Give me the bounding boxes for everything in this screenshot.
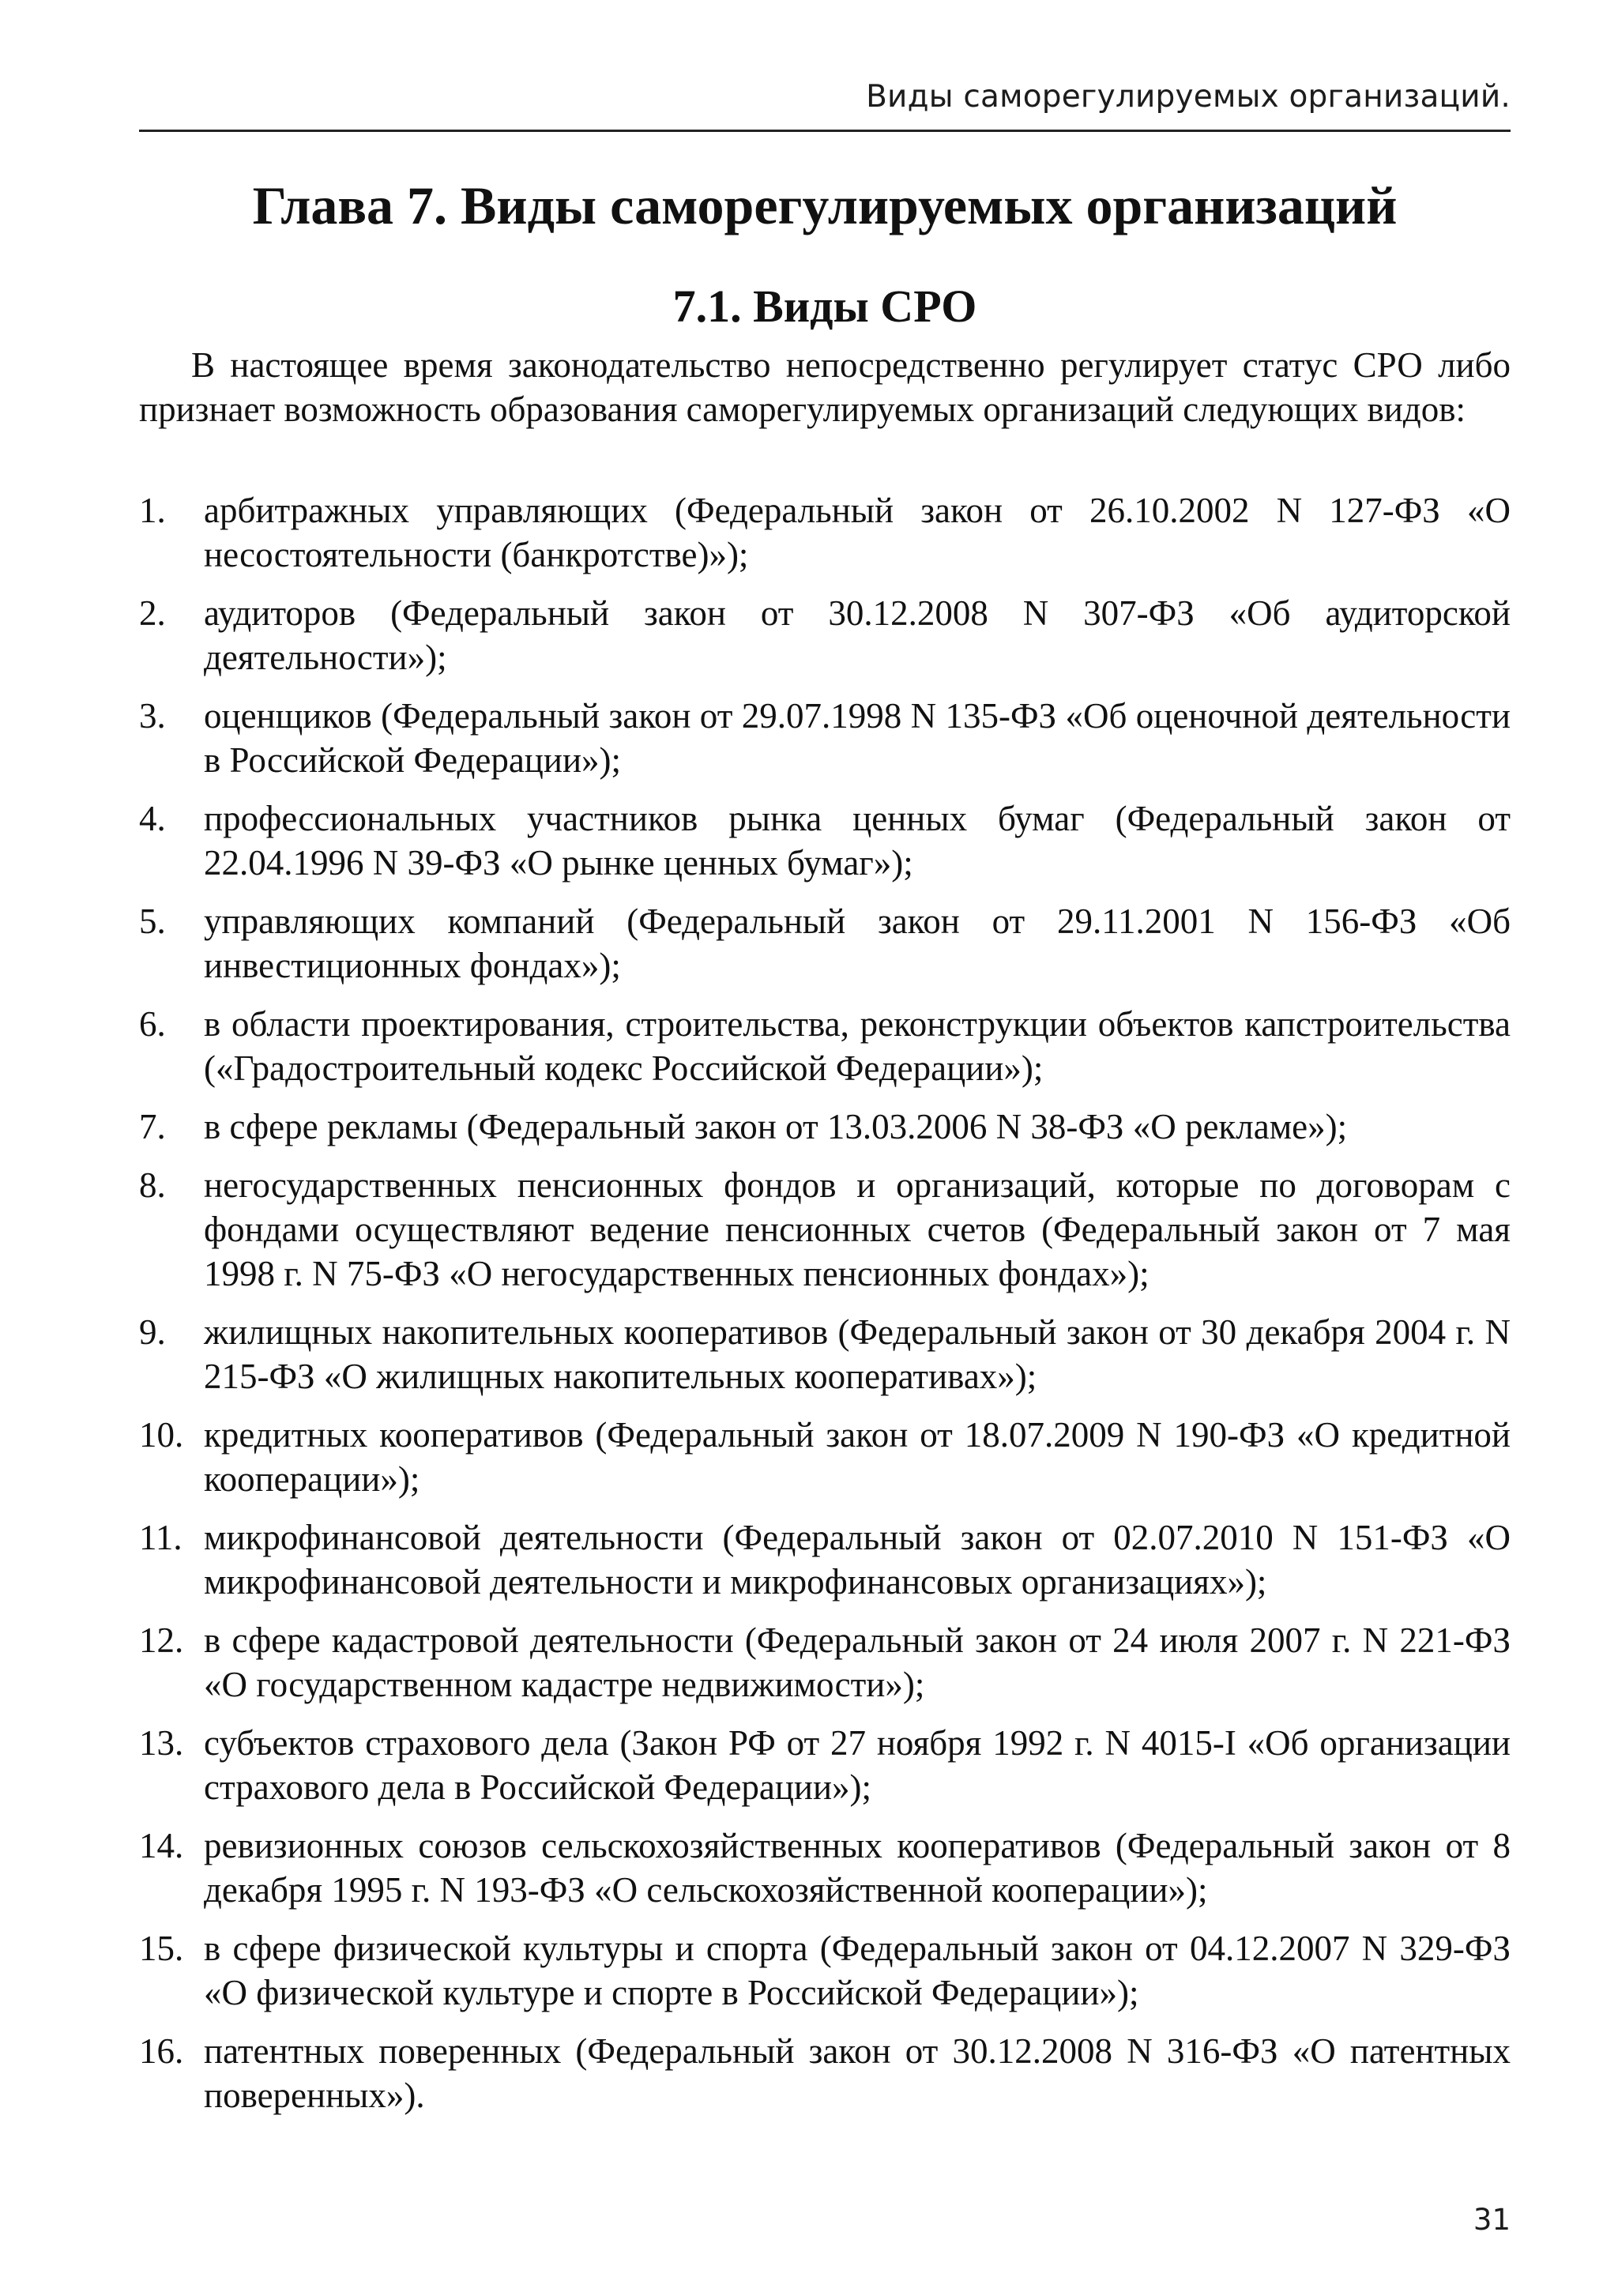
list-item	[139, 1413, 1511, 1501]
item-text: в сфере рекламы (Федеральный закон от 13.03.2006 N 38-ФЗ «О рекламе»);	[204, 1107, 1348, 1146]
sro-types-list	[139, 488, 1511, 2132]
item-text: в области проектирования, строительства, реконструкции объектов капстроительства («Градостроительный кодекс Российской Федерации»);	[204, 1004, 1511, 1088]
running-header	[139, 73, 1511, 132]
item-number: 16.	[139, 2031, 184, 2071]
item-number: 6.	[139, 1004, 166, 1044]
item-number: 8.	[139, 1165, 166, 1205]
section-title: 7.1. Виды СРО	[672, 280, 977, 332]
item-text: микрофинансовой деятельности (Федеральный закон от 02.07.2010 N 151-ФЗ «О микрофинансовой деятельности и микрофинансовых организациях»);	[204, 1518, 1511, 1602]
list-item	[139, 1618, 1511, 1707]
item-number: 9.	[139, 1312, 166, 1352]
page-number: 31	[1473, 2203, 1511, 2237]
item-text: управляющих компаний (Федеральный закон от 29.11.2001 N 156-ФЗ «Об инвестиционных фондах»);	[204, 901, 1511, 985]
item-number: 15.	[139, 1929, 184, 1968]
item-number: 7.	[139, 1107, 166, 1146]
intro-paragraph: В настоящее время законодательство непосредственно регулирует статус СРО либо признает возможность образования саморегулируемых организаций следующих видов:	[139, 345, 1511, 429]
item-text: негосударственных пенсионных фондов и организаций, которые по договорам с фондами осуществляют ведение пенсионных счетов (Федеральный закон от 7 мая 1998 г. N 75-ФЗ «О негосударственных пенсионных фондах»);	[204, 1165, 1511, 1293]
list-item	[139, 1515, 1511, 1604]
list-item	[139, 694, 1511, 782]
item-text: патентных поверенных (Федеральный закон от 30.12.2008 N 316-ФЗ «О патентных поверенных»).	[204, 2031, 1511, 2115]
item-number: 5.	[139, 901, 166, 941]
list-item	[139, 488, 1511, 577]
item-number: 3.	[139, 696, 166, 736]
item-number: 12.	[139, 1620, 184, 1660]
list-item	[139, 1310, 1511, 1398]
item-text: оценщиков (Федеральный закон от 29.07.1998 N 135-ФЗ «Об оценочной деятельности в Российской Федерации»);	[204, 696, 1511, 780]
list-item	[139, 591, 1511, 679]
item-text: в сфере физической культуры и спорта (Федеральный закон от 04.12.2007 N 329-ФЗ «О физической культуре и спорте в Российской Федерации»);	[204, 1929, 1511, 2012]
item-text: профессиональных участников рынка ценных бумаг (Федеральный закон от 22.04.1996 N 39-ФЗ «О рынке ценных бумаг»);	[204, 799, 1511, 883]
list-item	[139, 899, 1511, 988]
item-number: 1.	[139, 491, 166, 530]
item-number: 10.	[139, 1415, 184, 1455]
item-text: жилищных накопительных кооперативов (Федеральный закон от 30 декабря 2004 г. N 215-ФЗ «О жилищных накопительных кооперативах»);	[204, 1312, 1511, 1396]
list-item	[139, 1002, 1511, 1090]
item-text: арбитражных управляющих (Федеральный закон от 26.10.2002 N 127-ФЗ «О несостоятельности (банкротстве)»);	[204, 491, 1511, 574]
list-item	[139, 2029, 1511, 2117]
running-header-text: Виды саморегулируемых организаций.	[866, 79, 1511, 115]
item-number: 13.	[139, 1723, 184, 1763]
item-number: 2.	[139, 593, 166, 633]
item-number: 4.	[139, 799, 166, 838]
chapter-title: Глава 7. Виды саморегулируемых организаций	[252, 175, 1398, 235]
list-item	[139, 1105, 1511, 1149]
item-number: 11.	[139, 1518, 182, 1557]
list-item	[139, 1163, 1511, 1296]
list-item	[139, 796, 1511, 885]
item-number: 14.	[139, 1826, 184, 1865]
item-text: аудиторов (Федеральный закон от 30.12.2008 N 307-ФЗ «Об аудиторской деятельности»);	[204, 593, 1511, 677]
item-text: кредитных кооперативов (Федеральный закон от 18.07.2009 N 190-ФЗ «О кредитной кооперации»);	[204, 1415, 1511, 1499]
item-text: субъектов страхового дела (Закон РФ от 27 ноября 1992 г. N 4015-I «Об организации страхового дела в Российской Федерации»);	[204, 1723, 1511, 1807]
item-text: в сфере кадастровой деятельности (Федеральный закон от 24 июля 2007 г. N 221-ФЗ «О государственном кадастре недвижимости»);	[204, 1620, 1511, 1704]
list-item	[139, 1926, 1511, 2015]
item-text: ревизионных союзов сельскохозяйственных кооперативов (Федеральный закон от 8 декабря 1995 г. N 193-ФЗ «О сельскохозяйственной кооперации»);	[204, 1826, 1511, 1910]
list-item	[139, 1721, 1511, 1809]
list-item	[139, 1824, 1511, 1912]
